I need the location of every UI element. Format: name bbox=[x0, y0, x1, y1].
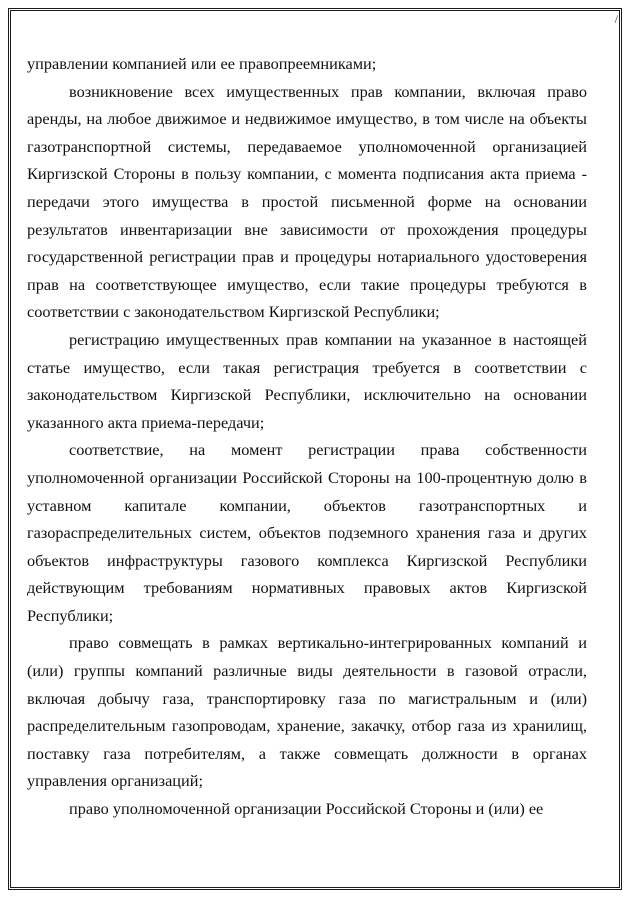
paragraph-3: регистрацию имущественных прав компании на указанное в настоящей статье имущество, если такая регистрация требуется в соответствии с законодательством Киргизской Республики, исключительно на основании указанного акта приема-передачи; bbox=[27, 329, 587, 432]
corner-mark: / bbox=[614, 12, 618, 26]
paragraph-4: соответствие, на момент регистрации права собственности уполномоченной организации Российской Стороны на 100-процентную долю в уставном капитале компании, объектов газотранспортных и газораспределительных систем, объектов подземного хранения газа и других объектов инфраструктуры газового комплекса Киргизской Республики действующим требованиям нормативных правовых актов Киргизской Республики; bbox=[27, 440, 587, 625]
paragraph-5: право совмещать в рамках вертикально-интегрированных компаний и (или) группы компаний различные виды деятельности в газовой отрасли, включая добычу газа, транспортировку газа по магистральным и (или) распределительным газопроводам, хранение, закачку, отбор газа из хранилищ, поставку газа потребителям, а также совмещать должности в органах управления организаций; bbox=[27, 633, 587, 791]
paragraph-1: управлении компанией или ее правопреемниками; bbox=[27, 54, 377, 73]
document-body bbox=[27, 50, 587, 823]
paragraph-6: право уполномоченной организации Российской Стороны и (или) ее bbox=[69, 799, 544, 819]
paragraph-2: возникновение всех имущественных прав компании, включая право аренды, на любое движимое и недвижимое имущество, в том числе на объекты газотранспортной системы, передаваемое уполномоченной организацией Киргизской Стороны в пользу компании, с момента подписания акта приема - передачи этого имущества в простой письменной форме на основании результатов инвентаризации вне зависимости от прохождения процедуры государственной регистрации прав и процедуры нотариального удостоверения прав на соответствующее имущество, если такие процедуры требуются в соответствии с законодательством Киргизской Республики; bbox=[27, 81, 587, 322]
